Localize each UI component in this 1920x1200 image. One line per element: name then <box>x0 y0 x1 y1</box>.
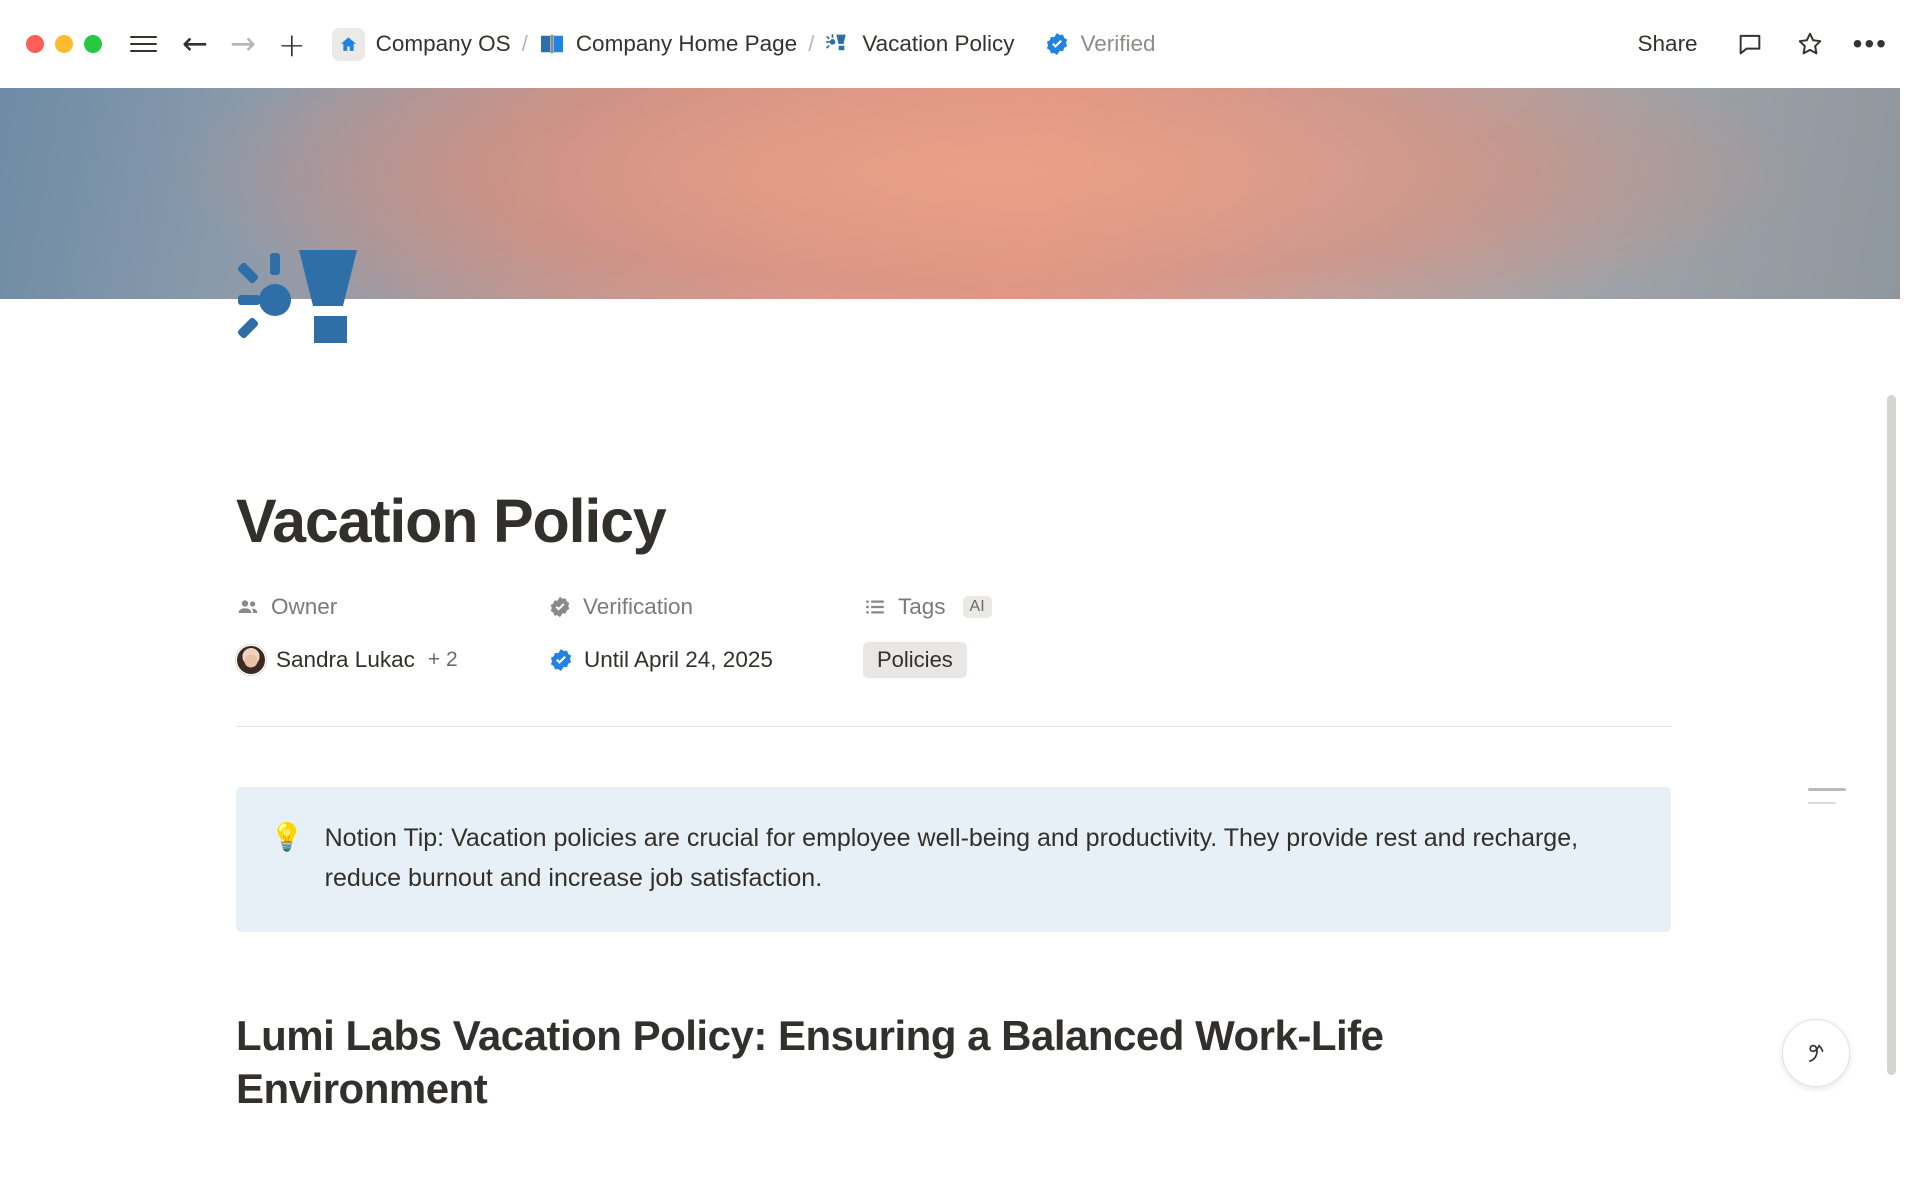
avatar <box>236 645 266 675</box>
breadcrumb-separator: / <box>521 31 528 56</box>
home-icon <box>332 28 365 61</box>
property-verification-label: Verification <box>583 594 694 620</box>
ellipsis-icon[interactable]: ••• <box>1852 28 1888 59</box>
breadcrumb-item-company-os[interactable] <box>326 25 517 64</box>
window-close-button[interactable] <box>26 35 44 53</box>
lightbulb-icon: 💡 <box>270 822 304 853</box>
new-page-plus-icon[interactable]: + <box>277 24 306 64</box>
navigate-back-icon[interactable]: ← <box>182 25 208 62</box>
verified-badge-icon <box>1044 31 1070 57</box>
property-tags-value[interactable] <box>863 641 1183 679</box>
scrollbar-thumb[interactable] <box>1887 395 1896 1075</box>
callout-text: Notion Tip: Vacation policies are crucial for employee well-being and productivity. They provide rest and recharge, reduce burnout and increase job satisfaction. <box>324 824 1579 892</box>
property-owner <box>236 590 548 679</box>
owner-overflow-count: + 2 <box>427 648 458 672</box>
topbar-actions <box>1629 26 1894 62</box>
status-badge-verified[interactable] <box>1044 31 1155 57</box>
property-verification <box>548 590 863 679</box>
breadcrumb-label: Company OS <box>375 31 511 56</box>
people-icon <box>236 595 260 619</box>
section-heading[interactable]: Lumi Labs Vacation Policy: Ensuring a Balanced Work-Life Environment <box>236 1012 1384 1112</box>
window-traffic-lights <box>26 35 102 53</box>
star-icon[interactable] <box>1793 27 1827 61</box>
breadcrumb-label: Vacation Policy <box>862 31 1015 56</box>
window-title-bar <box>0 0 1920 88</box>
page-title[interactable]: Vacation Policy <box>236 487 666 555</box>
breadcrumb-separator: / <box>808 31 815 56</box>
property-owner-header[interactable] <box>236 590 548 624</box>
navigate-forward-icon[interactable]: → <box>229 25 256 62</box>
page-properties <box>236 590 1671 679</box>
tag-pill[interactable]: Policies <box>863 642 967 678</box>
ai-badge: AI <box>963 596 992 618</box>
notion-ai-icon[interactable] <box>1782 1019 1850 1087</box>
verified-label: Verified <box>1080 31 1156 56</box>
callout-block[interactable] <box>236 787 1671 932</box>
breadcrumb-item-company-home-page[interactable] <box>533 28 803 60</box>
sidebar-toggle-icon[interactable] <box>126 27 160 61</box>
lamp-icon <box>825 32 851 56</box>
property-owner-value[interactable] <box>236 641 548 679</box>
property-tags-header[interactable] <box>863 590 1183 624</box>
property-verification-value[interactable] <box>548 641 863 679</box>
verified-badge-icon <box>548 595 572 619</box>
book-icon <box>539 33 565 55</box>
breadcrumb-item-vacation-policy[interactable] <box>819 28 1020 60</box>
breadcrumb <box>326 25 1021 64</box>
vertical-scrollbar[interactable] <box>1887 395 1896 1200</box>
property-tags-label: Tags <box>898 594 946 620</box>
property-tags <box>863 590 1183 679</box>
property-owner-label: Owner <box>271 594 338 620</box>
verified-badge-icon <box>548 647 574 673</box>
window-zoom-button[interactable] <box>84 35 102 53</box>
page-icon-lamp-icon[interactable] <box>236 244 386 354</box>
property-divider <box>236 726 1671 727</box>
breadcrumb-label: Company Home Page <box>575 31 798 56</box>
window-minimize-button[interactable] <box>55 35 73 53</box>
collapse-lines-icon[interactable] <box>1808 788 1846 815</box>
owner-name: Sandra Lukac <box>276 647 415 673</box>
comment-icon[interactable] <box>1733 27 1767 61</box>
property-verification-header[interactable] <box>548 590 863 624</box>
verification-date: Until April 24, 2025 <box>584 647 773 673</box>
share-button[interactable]: Share <box>1637 31 1698 56</box>
page-body <box>0 299 1900 1115</box>
list-icon <box>863 595 887 619</box>
